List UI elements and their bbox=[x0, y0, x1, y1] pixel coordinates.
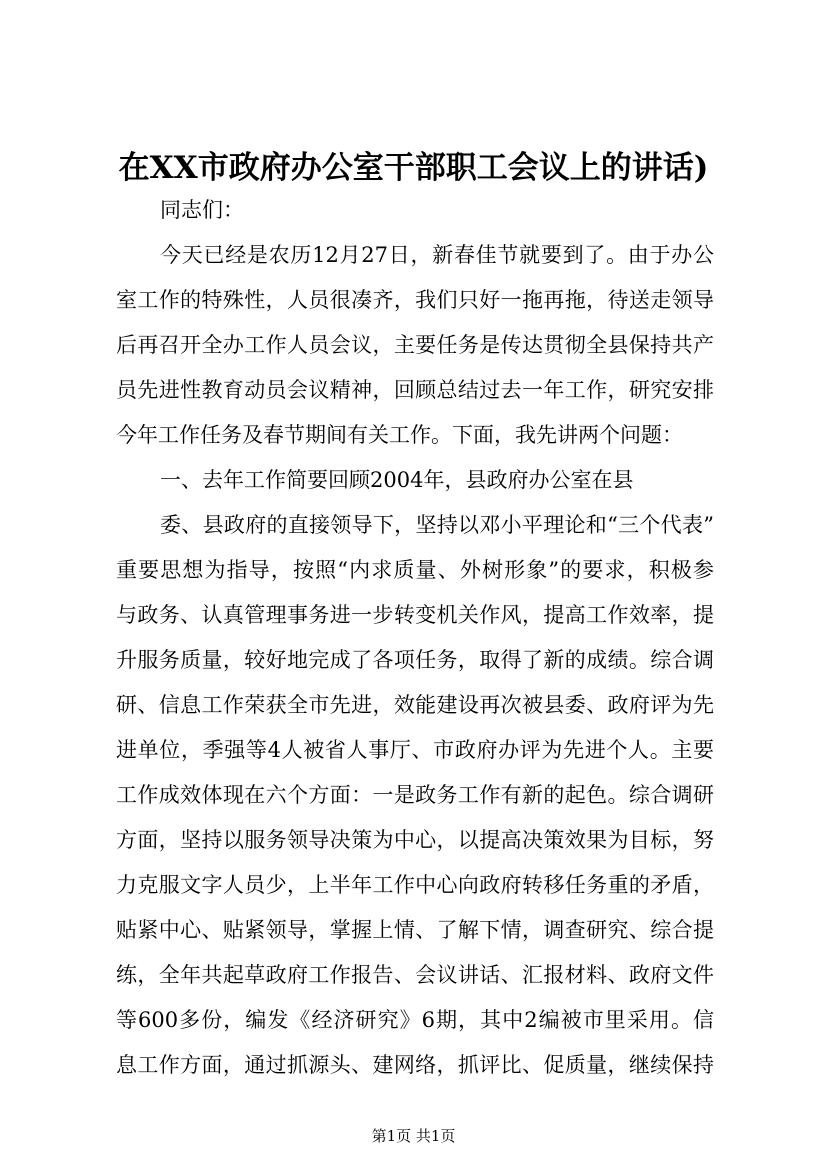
body-line: 研、信息工作荣获全市先进，效能建设再次被县委、政府评为先 bbox=[116, 693, 714, 717]
body-line: 进单位，季强等4人被省人事厅、市政府办评为先进个人。主要 bbox=[116, 738, 714, 762]
section-heading: 一、去年工作简要回顾2004年，县政府办公室在县 bbox=[160, 468, 634, 492]
body-line: 方面，坚持以服务领导决策为中心，以提高决策效果为目标，努 bbox=[116, 828, 714, 852]
body-line: 与政务、认真管理事务进一步转变机关作风，提高工作效率，提 bbox=[116, 603, 714, 627]
body-line: 升服务质量，较好地完成了各项任务，取得了新的成绩。综合调 bbox=[116, 648, 714, 672]
body-line: 息工作方面，通过抓源头、建网络，抓评比、促质量，继续保持 bbox=[116, 1053, 714, 1077]
body-line: 贴紧中心、贴紧领导，掌握上情、了解下情，调查研究、综合提 bbox=[116, 918, 714, 942]
body-line: 重要思想为指导，按照“内求质量、外树形象”的要求，积极参 bbox=[116, 558, 714, 582]
document-title: 在XX市政府办公室干部职工会议上的讲话) bbox=[118, 150, 709, 186]
page-footer: 第1页 共1页 bbox=[371, 1127, 456, 1145]
body-line: 同志们： bbox=[160, 198, 244, 222]
body-line: 后再召开全办工作人员会议，主要任务是传达贯彻全县保持共产 bbox=[116, 333, 714, 357]
body-line: 今年工作任务及春节期间有关工作。下面，我先讲两个问题： bbox=[116, 423, 683, 447]
body-line: 员先进性教育动员会议精神，回顾总结过去一年工作，研究安排 bbox=[116, 378, 714, 402]
body-line: 委、县政府的直接领导下，坚持以邓小平理论和“三个代表” bbox=[160, 513, 714, 537]
body-line: 等600多份，编发《经济研究》6期，其中2编被市里采用。信 bbox=[116, 1008, 714, 1032]
body-line: 今天已经是农历12月27日，新春佳节就要到了。由于办公 bbox=[160, 243, 714, 267]
body-line: 室工作的特殊性，人员很凑齐，我们只好一拖再拖，待送走领导 bbox=[116, 288, 714, 312]
body-line: 练，全年共起草政府工作报告、会议讲话、汇报材料、政府文件 bbox=[116, 963, 714, 987]
body-line: 工作成效体现在六个方面：一是政务工作有新的起色。综合调研 bbox=[116, 783, 714, 807]
body-line: 力克服文字人员少，上半年工作中心向政府转移任务重的矛盾， bbox=[116, 873, 714, 897]
